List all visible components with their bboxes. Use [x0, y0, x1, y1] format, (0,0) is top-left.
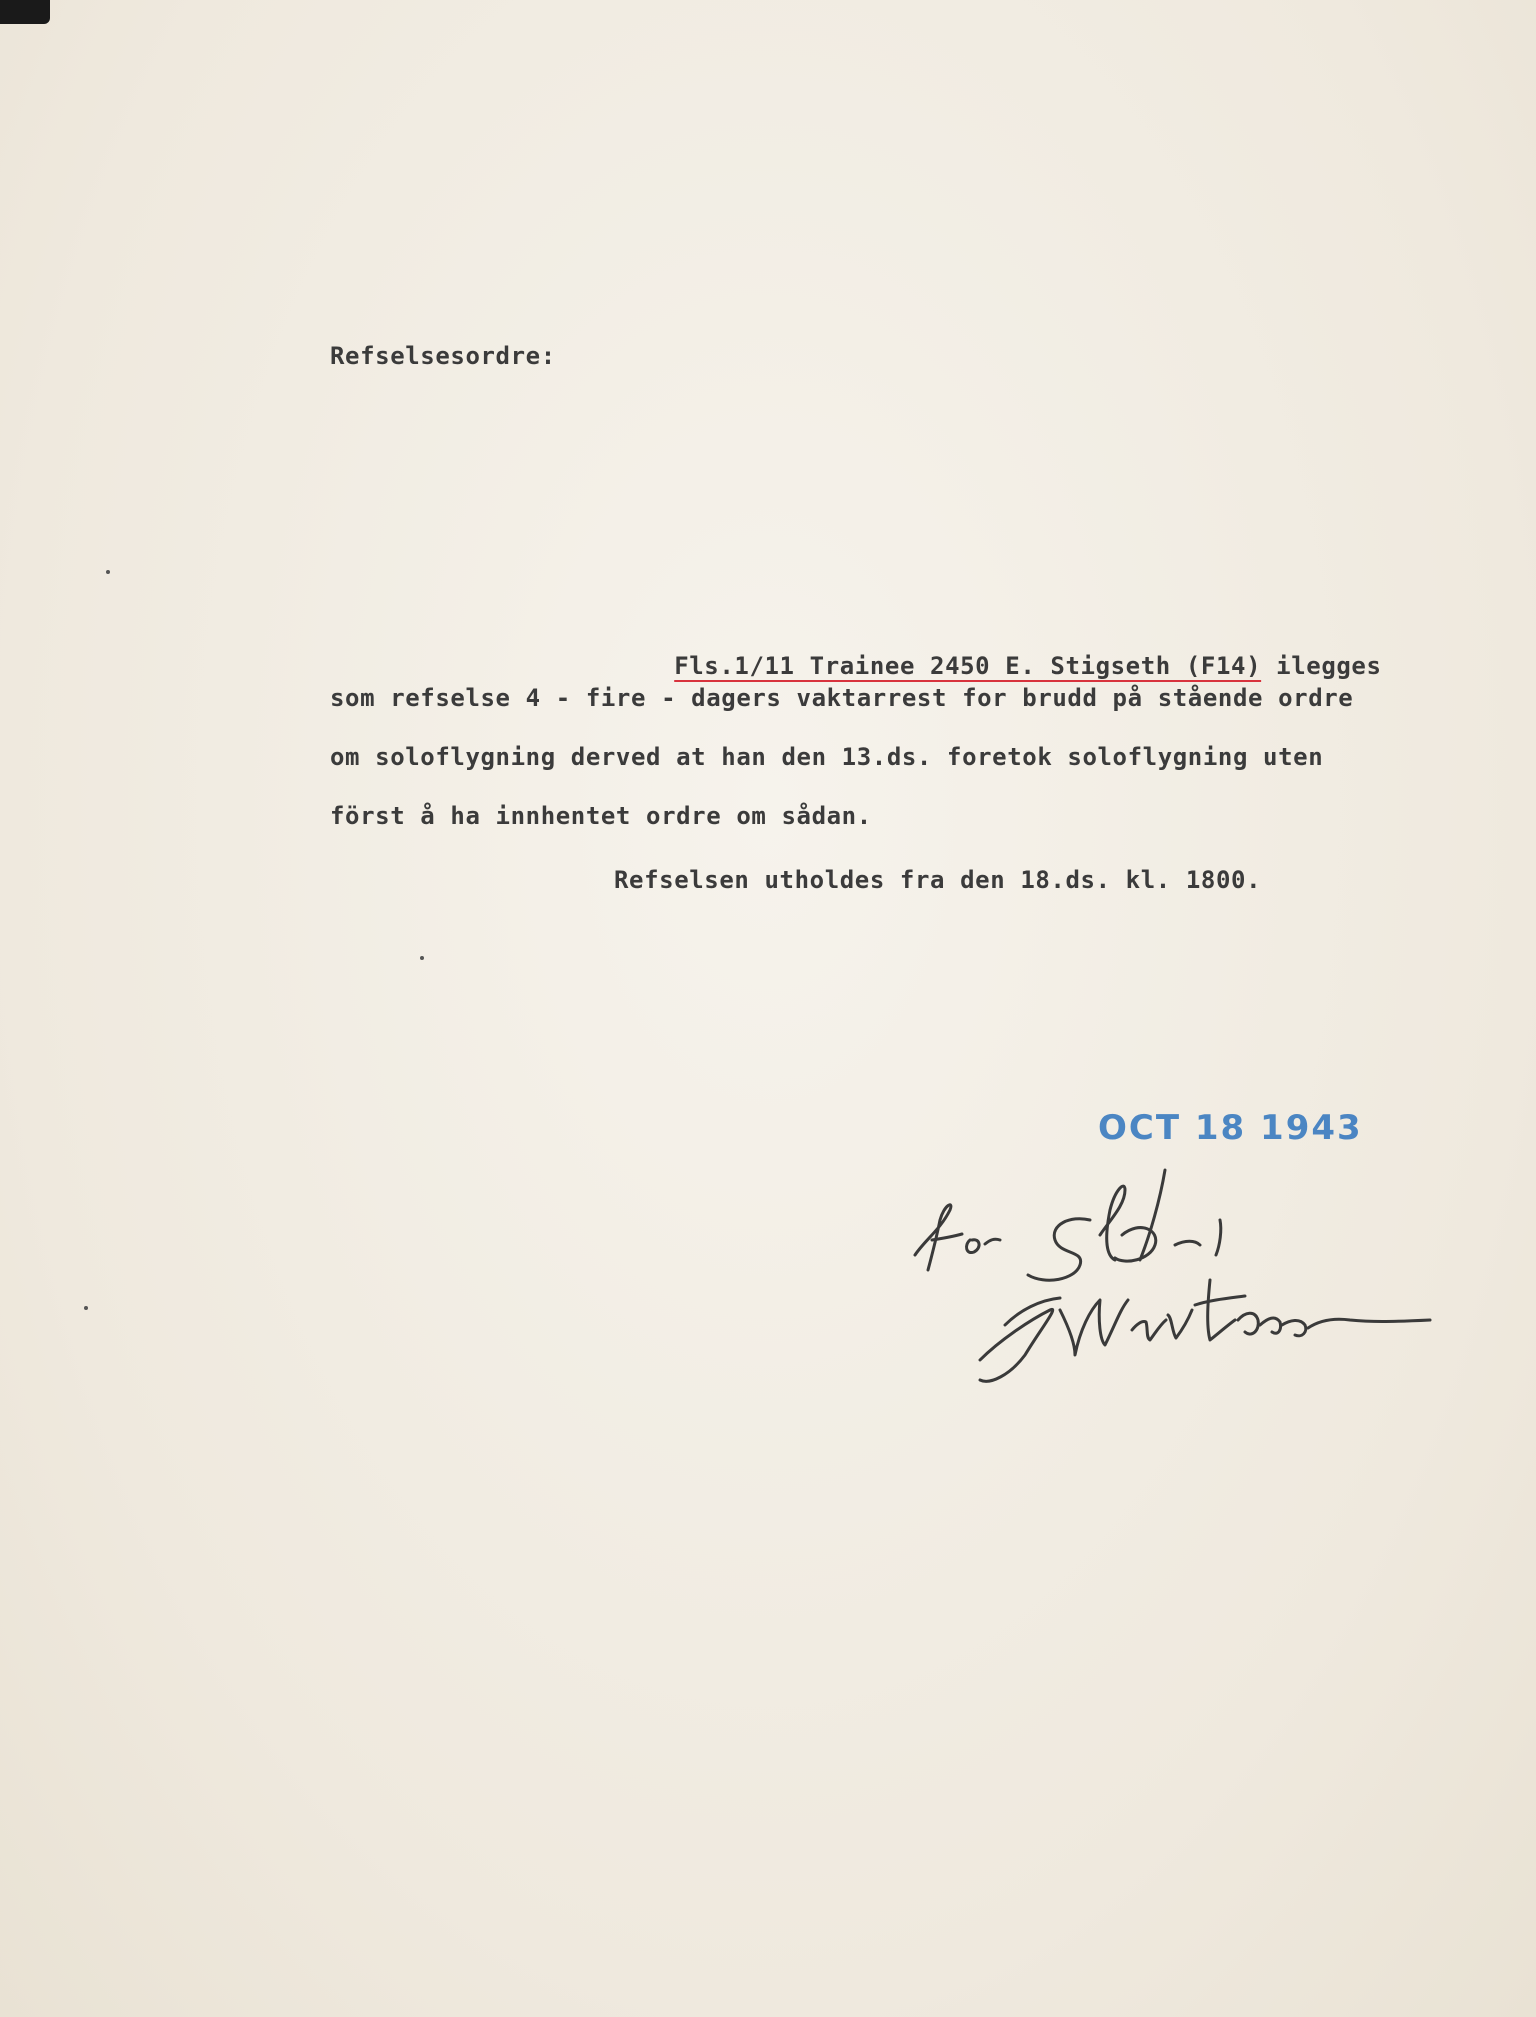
paragraph-1-line-2: som refselse 4 - fire - dagers vaktarrest for brudd på stående ordre: [330, 684, 1354, 712]
ink-dot: [84, 1306, 88, 1310]
paragraph-1-line-4: först å ha innhentet ordre om sådan.: [330, 802, 872, 830]
date-stamp: OCT 18 1943: [1098, 1108, 1363, 1148]
order-heading: Refselsesordre:: [330, 342, 556, 370]
paragraph-1-line-1-suffix: ilegges: [1261, 652, 1382, 680]
handwritten-signature: [910, 1160, 1450, 1400]
paragraph-1-line-3: om soloflygning derved at han den 13.ds. foretok soloflygning uten: [330, 743, 1324, 771]
trainee-reference: Fls.1/11 Trainee 2450 E. Stigseth (F14): [674, 652, 1262, 680]
scan-edge-mark: [0, 0, 50, 24]
paragraph-2: Refselsen utholdes fra den 18.ds. kl. 1800.: [614, 866, 1262, 894]
ink-dot: [420, 956, 424, 960]
ink-dot: [106, 570, 110, 574]
